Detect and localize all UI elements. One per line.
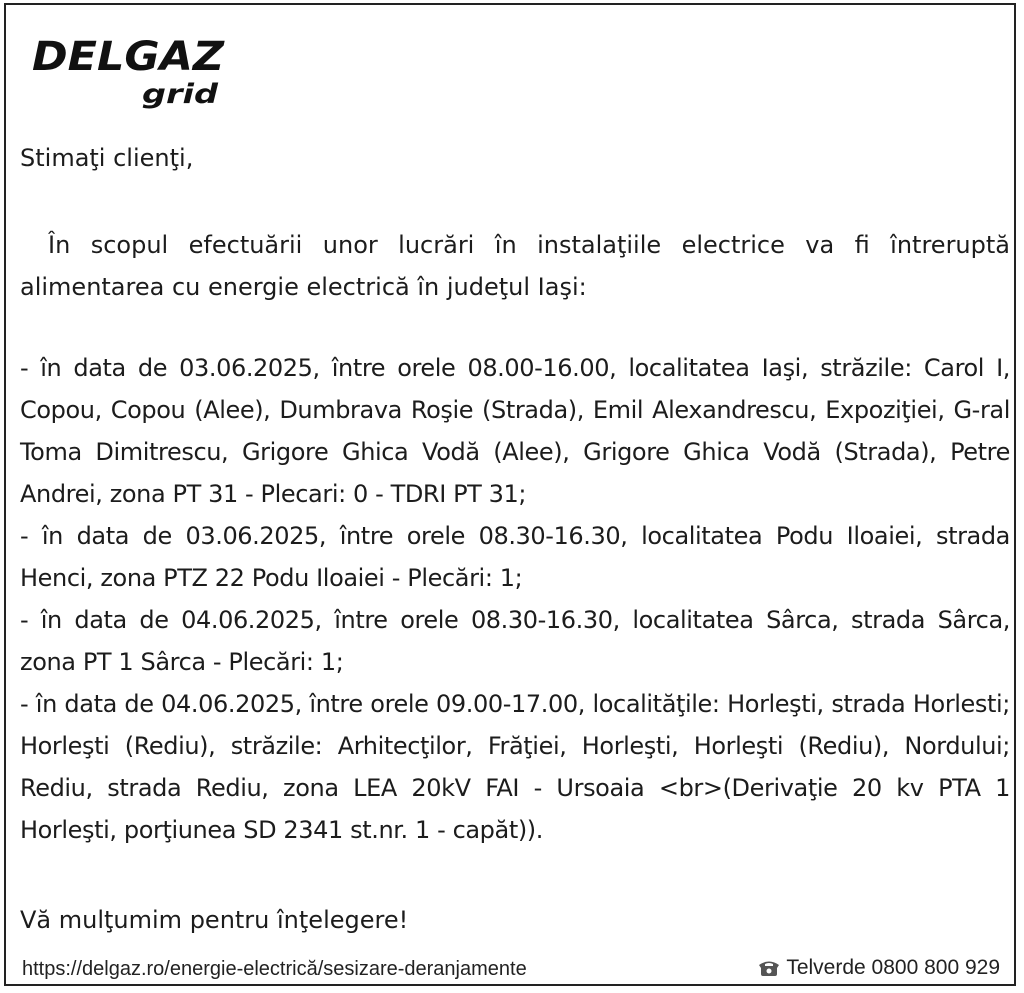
outage-list — [20, 347, 1010, 851]
phone-number-text: Telverde 0800 800 929 — [786, 956, 1000, 979]
outage-item: - în data de 04.06.2025, între orele 08.30-16.30, localitatea Sârca, strada Sârca, zona PT 1 Sârca - Plecări: 1; — [20, 606, 1010, 676]
announcement-frame — [4, 3, 1016, 986]
greeting: Stimaţi clienţi, — [20, 144, 194, 172]
delgaz-grid-logo — [30, 31, 230, 111]
outage-item: - în data de 04.06.2025, între orele 09.00-17.00, localităţile: Horleşti, strada Horlesti; Horleşti (Rediu), străzile: Arhitecţilor, Frăţiei, Horleşti, Horleşti (Rediu), Nordului; Rediu, strada Rediu, zona LEA 20kV FAI - Ursoaia <br>(Derivaţie 20 kv PTA 1 Horleşti, porţiunea SD 2341 st.nr. 1 - capăt)). — [20, 690, 1010, 844]
intro-paragraph: În scopul efectuării unor lucrări în instalaţiile electrice va fi întreruptă alimentarea cu energie electrică în judeţul Iaşi: — [20, 231, 1010, 301]
logo-sub-text: grid — [142, 79, 219, 110]
closing-line: Vă mulţumim pentru înţelegere! — [20, 906, 409, 934]
logo-brand-text: DELGAZ — [32, 34, 226, 80]
logo-graphic — [30, 31, 230, 111]
footer-phone — [758, 956, 1000, 980]
outage-item: - în data de 03.06.2025, între orele 08.30-16.30, localitatea Podu Iloaiei, strada Henci, zona PTZ 22 Podu Iloaiei - Plecări: 1; — [20, 522, 1010, 592]
telephone-icon — [758, 959, 780, 977]
footer-url-link[interactable]: https://delgaz.ro/energie-electrică/sesizare-deranjamente — [22, 958, 527, 980]
outage-item: - în data de 03.06.2025, între orele 08.00-16.00, localitatea Iaşi, străzile: Carol I, Copou, Copou (Alee), Dumbrava Roşie (Strada), Emil Alexandrescu, Expoziţiei, G-ral Toma Dimitrescu, Grigore Ghica Vodă (Alee), Grigore Ghica Vodă (Strada), Petre Andrei, zona PT 31 - Plecari: 0 - TDRI PT 31; — [20, 354, 1010, 508]
